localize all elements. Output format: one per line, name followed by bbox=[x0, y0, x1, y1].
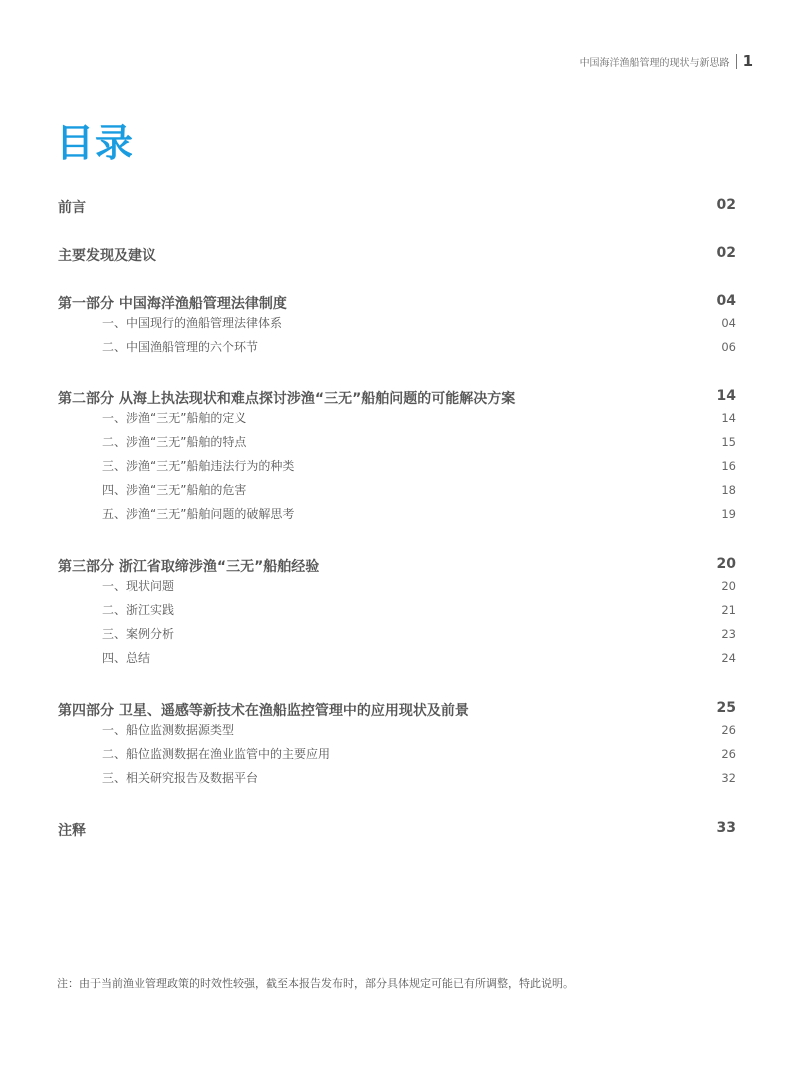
toc-sub-page: 18 bbox=[721, 483, 736, 497]
toc-sub-label: 二、浙江实践 bbox=[102, 603, 175, 617]
page-number: 1 bbox=[742, 52, 753, 70]
toc-sub-label: 一、涉渔“三无”船舶的定义 bbox=[102, 411, 247, 425]
header-title: 中国海洋渔船管理的现状与新思路 bbox=[579, 57, 730, 69]
toc-sub-label: 三、涉渔“三无”船舶违法行为的种类 bbox=[102, 459, 295, 473]
toc-main-page: 25 bbox=[716, 700, 736, 716]
toc-sub-label: 一、中国现行的渔船管理法律体系 bbox=[102, 316, 283, 330]
toc-section-findings[interactable] bbox=[58, 245, 736, 265]
toc-main-label: 前言 bbox=[58, 200, 86, 216]
toc-sub-label: 一、现状问题 bbox=[102, 579, 175, 593]
toc-main-page: 20 bbox=[716, 556, 736, 572]
toc-sub-label: 四、总结 bbox=[102, 651, 151, 665]
toc-sub-label: 五、涉渔“三无”船舶问题的破解思考 bbox=[102, 507, 295, 521]
toc-sub-row[interactable] bbox=[58, 335, 736, 359]
toc-sub-row[interactable] bbox=[58, 646, 736, 670]
toc-section-preface[interactable] bbox=[58, 197, 736, 217]
toc-main-page: 33 bbox=[716, 820, 736, 836]
toc-main-label: 主要发现及建议 bbox=[58, 248, 156, 264]
toc-sub-page: 04 bbox=[721, 316, 736, 330]
toc-sub-page: 06 bbox=[721, 340, 736, 354]
toc-sub-page: 14 bbox=[721, 411, 736, 425]
toc-section-part2[interactable] bbox=[58, 388, 736, 526]
footnote: 注：由于当前渔业管理政策的时效性较强，截至本报告发布时，部分具体规定可能已有所调整，特此说明。 bbox=[57, 977, 574, 990]
toc-main-row[interactable] bbox=[58, 388, 736, 408]
toc-main-row[interactable] bbox=[58, 293, 736, 313]
toc-sub-row[interactable] bbox=[58, 742, 736, 766]
toc-sub-page: 16 bbox=[721, 459, 736, 473]
toc-sub-page: 26 bbox=[721, 747, 736, 761]
toc-sub-label: 四、涉渔“三无”船舶的危害 bbox=[102, 483, 247, 497]
toc-sub-row[interactable] bbox=[58, 574, 736, 598]
toc-sub-label: 二、涉渔“三无”船舶的特点 bbox=[102, 435, 247, 449]
toc-sub-row[interactable] bbox=[58, 718, 736, 742]
toc-sub-label: 三、案例分析 bbox=[102, 627, 175, 641]
header-divider bbox=[736, 54, 737, 69]
toc-section-notes[interactable] bbox=[58, 820, 736, 840]
toc-section-part4[interactable] bbox=[58, 700, 736, 790]
toc-heading: 目录 bbox=[56, 121, 135, 165]
toc-sub-row[interactable] bbox=[58, 454, 736, 478]
toc-section-part3[interactable] bbox=[58, 556, 736, 670]
toc-main-row[interactable] bbox=[58, 556, 736, 576]
running-header bbox=[580, 52, 753, 70]
toc-sub-label: 二、船位监测数据在渔业监管中的主要应用 bbox=[102, 747, 331, 761]
toc-sub-row[interactable] bbox=[58, 311, 736, 335]
toc-sub-row[interactable] bbox=[58, 406, 736, 430]
toc-main-row[interactable] bbox=[58, 197, 736, 217]
toc-sub-page: 19 bbox=[721, 507, 736, 521]
toc-main-page: 02 bbox=[716, 197, 736, 213]
toc-sub-row[interactable] bbox=[58, 502, 736, 526]
toc-main-label: 第二部分 从海上执法现状和难点探讨涉渔“三无”船舶问题的可能解决方案 bbox=[58, 391, 516, 407]
toc-sub-label: 二、中国渔船管理的六个环节 bbox=[102, 340, 259, 354]
toc-sub-row[interactable] bbox=[58, 478, 736, 502]
toc-sub-page: 24 bbox=[721, 651, 736, 665]
toc-main-label: 第三部分 浙江省取缔涉渔“三无”船舶经验 bbox=[58, 559, 320, 575]
toc-sub-page: 20 bbox=[721, 579, 736, 593]
toc-main-page: 04 bbox=[716, 293, 736, 309]
toc-main-label: 第一部分 中国海洋渔船管理法律制度 bbox=[58, 296, 287, 312]
toc-sub-page: 23 bbox=[721, 627, 736, 641]
toc-main-label: 第四部分 卫星、遥感等新技术在渔船监控管理中的应用现状及前景 bbox=[58, 703, 469, 719]
toc-sub-page: 26 bbox=[721, 723, 736, 737]
toc-main-row[interactable] bbox=[58, 700, 736, 720]
toc-main-row[interactable] bbox=[58, 820, 736, 840]
toc-sub-page: 21 bbox=[721, 603, 736, 617]
toc-sub-page: 32 bbox=[721, 771, 736, 785]
toc-main-label: 注释 bbox=[58, 823, 86, 839]
toc-section-part1[interactable] bbox=[58, 293, 736, 359]
toc-main-page: 02 bbox=[716, 245, 736, 261]
toc-sub-row[interactable] bbox=[58, 622, 736, 646]
toc-sub-label: 一、船位监测数据源类型 bbox=[102, 723, 235, 737]
toc-main-row[interactable] bbox=[58, 245, 736, 265]
toc-sub-page: 15 bbox=[721, 435, 736, 449]
toc-sub-row[interactable] bbox=[58, 766, 736, 790]
toc-sub-row[interactable] bbox=[58, 430, 736, 454]
toc-sub-label: 三、相关研究报告及数据平台 bbox=[102, 771, 259, 785]
toc-main-page: 14 bbox=[716, 388, 736, 404]
toc-sub-row[interactable] bbox=[58, 598, 736, 622]
